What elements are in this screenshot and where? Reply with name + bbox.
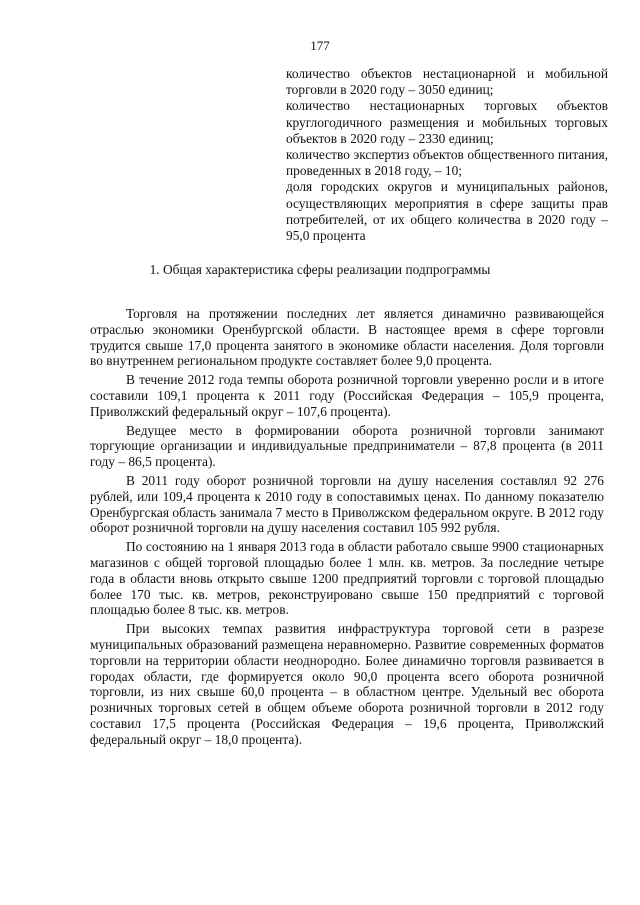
indicator-item: количество экспертиз объектов общественного питания, проведенных в 2018 году, – 10; <box>286 147 608 179</box>
body-text <box>90 306 604 748</box>
indicator-item: доля городских округов и муниципальных районов, осуществляющих мероприятия в сфере защиты прав потребителей, от их общего количества в 2020 году – 95,0 процента <box>286 179 608 244</box>
paragraph: В 2011 году оборот розничной торговли на душу населения составлял 92 276 рублей, или 109,4 процента к 2010 году в сопоставимых ценах. По данному показателю Оренбургская область занимала 7 место в Приволжском федеральном округе. В 2012 году оборот розничной торговли на душу населения составил 105 992 рубля. <box>90 472 604 536</box>
page-number: 177 <box>310 38 330 53</box>
section-title: 1. Общая характеристика сферы реализации подпрограммы <box>149 262 491 277</box>
indicator-item: количество нестационарных торговых объектов круглогодичного размещения и мобильных торговых объектов в 2020 году – 2330 единиц; <box>286 98 608 146</box>
indicators-list <box>286 66 608 244</box>
paragraph: При высоких темпах развития инфраструктура торговой сети в разрезе муниципальных образований размещена неравномерно. Развитие современных форматов торговли на территории области неоднородно. Более динамично торговля развивается в городах области, где формируется около 90,0 процента всего оборота розничной торговли, из них свыше 60,0 процента – в областном центре. Удельный вес оборота розничных торговых сетей в общем объеме оборота розничной торговли в 2012 году составил 17,5 процента (Российская Федерация – 19,6 процента, Приволжский федеральный округ – 18,0 процента). <box>90 621 604 747</box>
indicator-item: количество объектов нестационарной и мобильной торговли в 2020 году – 3050 единиц; <box>286 66 608 98</box>
paragraph: В течение 2012 года темпы оборота розничной торговли уверенно росли и в итоге составили 109,1 процента к 2011 году (Российская Федерация – 105,9 процента, Приволжский федеральный округ – 107,6 процента). <box>90 372 604 419</box>
paragraph: Ведущее место в формировании оборота розничной торговли занимают торгующие организации и индивидуальные предприниматели – 87,8 процента (в 2011 году – 86,5 процента). <box>90 422 604 470</box>
paragraph: По состоянию на 1 января 2013 года в области работало свыше 9900 стационарных магазинов с общей торговой площадью более 1 млн. кв. метров. За последние четыре года в области вновь открыто свыше 1200 предприятий торговли с торговой площадью более 170 тыс. кв. метров, реконструировано свыше 150 предприятий с торговой площадью более 8 тыс. кв. метров. <box>90 539 604 618</box>
paragraph: Торговля на протяжении последних лет является динамично развивающейся отраслью экономики Оренбургской области. В настоящее время в сфере торговли трудится свыше 17,0 процента занятого в экономике области населения. Доля торговли во внутреннем региональном продукте составляет более 9,0 процента. <box>90 306 604 369</box>
